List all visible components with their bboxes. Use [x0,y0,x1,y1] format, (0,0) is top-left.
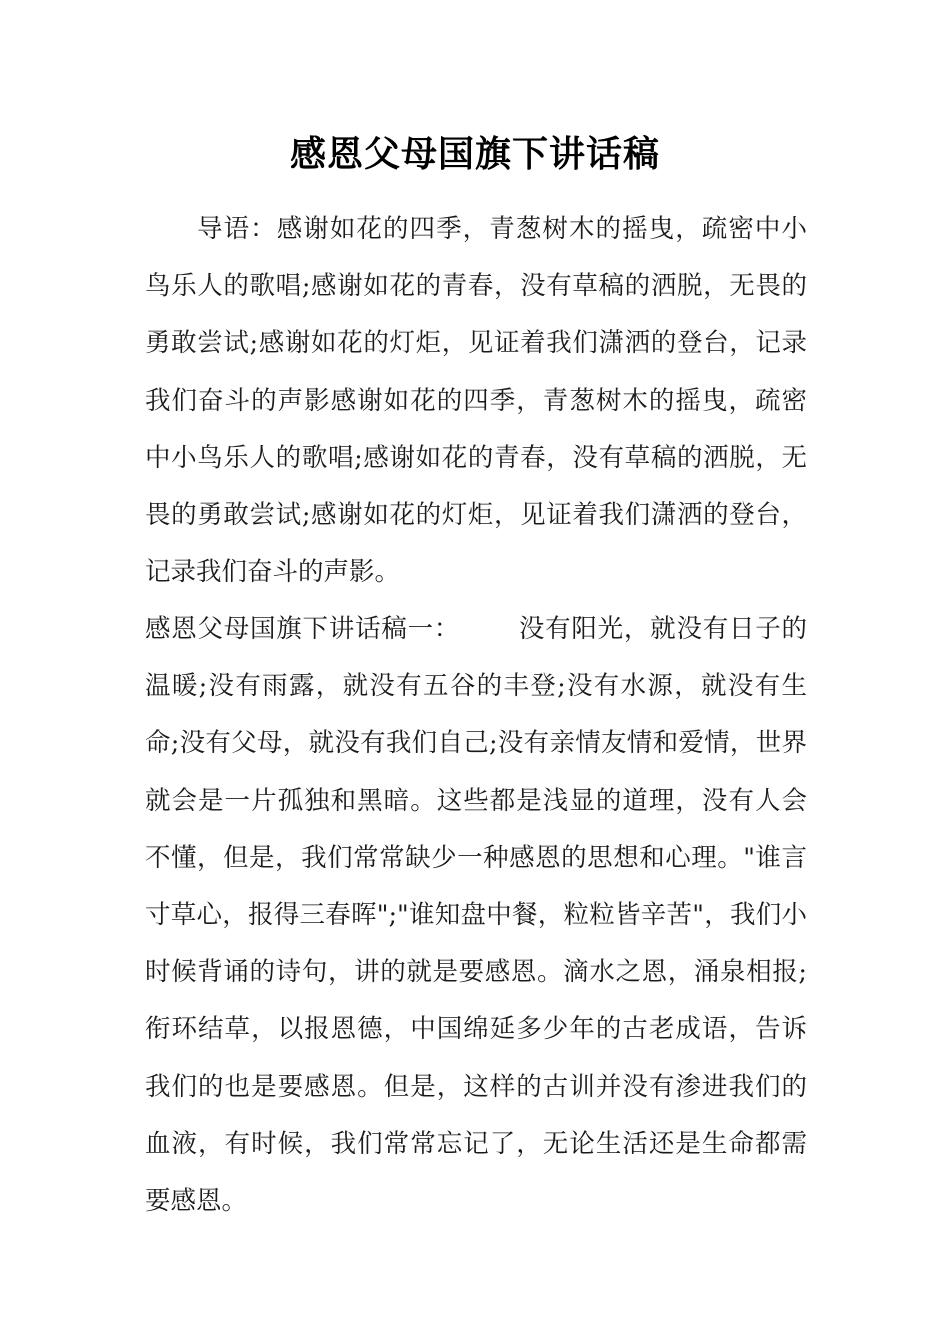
intro-paragraph: 导语：感谢如花的四季，青葱树木的摇曳，疏密中小鸟乐人的歌唱;感谢如花的青春，没有草稿的洒脱，无畏的勇敢尝试;感谢如花的灯炬，见证着我们潇洒的登台，记录我们奋斗的声影感谢如花的四季，青葱树木的摇曳，疏密中小鸟乐人的歌唱;感谢如花的青春，没有草稿的洒脱，无畏的勇敢尝试;感谢如花的灯炬，见证着我们潇洒的登台，记录我们奋斗的声影。 [145,214,807,588]
section-one-paragraph [145,601,807,1230]
section-one-heading: 感恩父母国旗下讲话稿一： [145,614,461,644]
document-title: 感恩父母国旗下讲话稿 [289,133,660,175]
section-one-body: 没有阳光，就没有日子的温暖;没有雨露，就没有五谷的丰登;没有水源，就没有生命;没有父母，就没有我们自己;没有亲情友情和爱情，世界就会是一片孤独和黑暗。这些都是浅显的道理，没有人会不懂，但是，我们常常缺少一种感恩的思想和心理。"谁言寸草心，报得三春晖";"谁知盘中餐，粒粒皆辛苦"，我们小时候背诵的诗句，讲的就是要感恩。滴水之恩，涌泉相报;衔环结草，以报恩德，中国绵延多少年的古老成语，告诉我们的也是要感恩。但是，这样的古训并没有渗进我们的血液，有时候，我们常常忘记了，无论生活还是生命都需要感恩。 [145,614,807,1217]
